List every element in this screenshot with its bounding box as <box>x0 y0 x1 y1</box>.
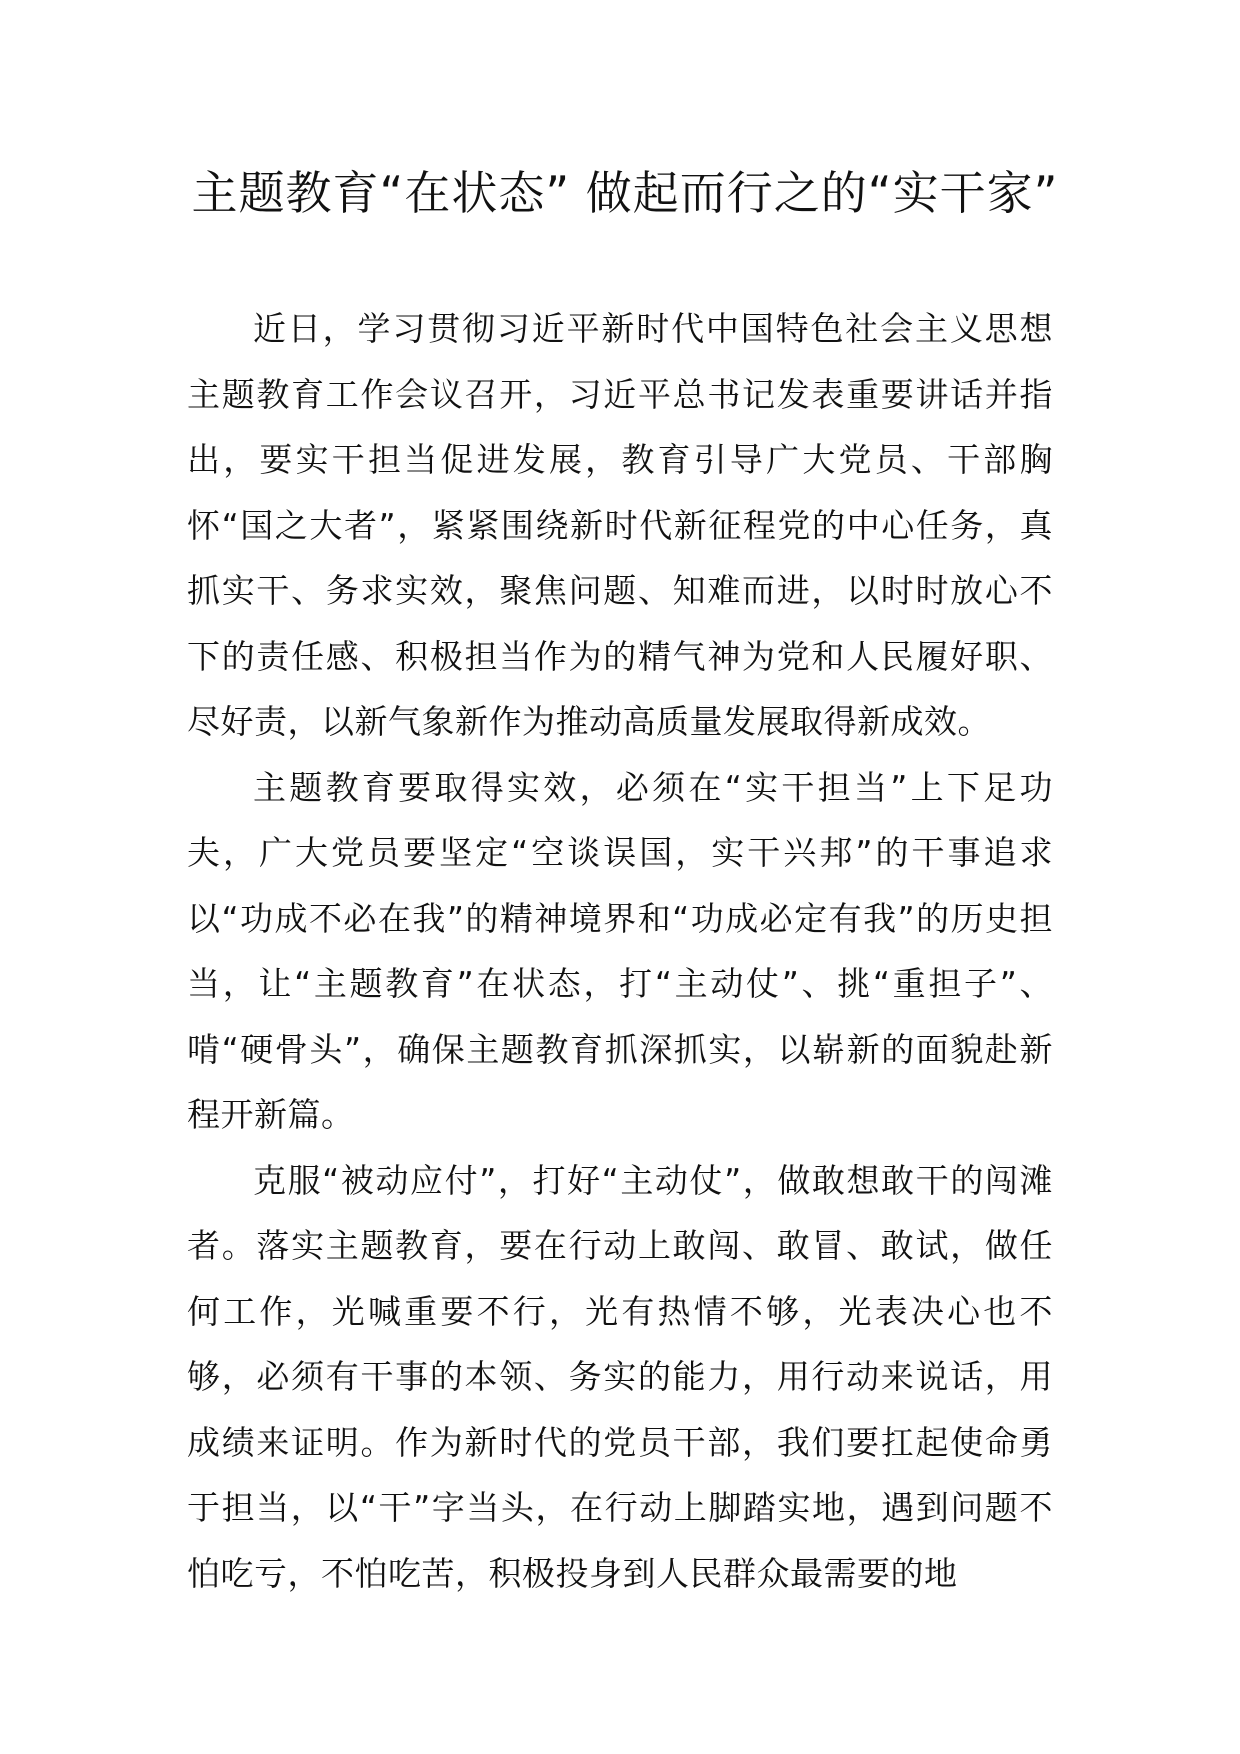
document-body <box>187 296 1053 1606</box>
paragraph-2: 主题教育要取得实效，必须在“实干担当”上下足功夫，广大党员要坚定“空谈误国，实干兴邦”的干事追求以“功成不必在我”的精神境界和“功成必定有我”的历史担当，让“主题教育”在状态，打“主动仗”、挑“重担子”、啃“硬骨头”，确保主题教育抓深抓实，以崭新的面貌赴新程开新篇。 <box>187 767 1053 1134</box>
paragraph-3: 克服“被动应付”，打好“主动仗”，做敢想敢干的闯滩者。落实主题教育，要在行动上敢闯、敢冒、敢试，做任何工作，光喊重要不行，光有热情不够，光表决心也不够，必须有干事的本领、务实的能力，用行动来说话，用成绩来证明。作为新时代的党员干部，我们要扛起使命勇于担当，以“干”字当头，在行动上脚踏实地，遇到问题不怕吃亏，不怕吃苦，积极投身到人民群众最需要的地 <box>187 1160 1053 1593</box>
document-title: 主题教育“在状态” 做起而行之的“实干家” <box>191 166 1059 220</box>
paragraph-1: 近日，学习贯彻习近平新时代中国特色社会主义思想主题教育工作会议召开，习近平总书记发表重要讲话并指出，要实干担当促进发展，教育引导广大党员、干部胸怀“国之大者”，紧紧围绕新时代新征程党的中心任务，真抓实干、务求实效，聚焦问题、知难而进，以时时放心不下的责任感、积极担当作为的精气神为党和人民履好职、尽好责，以新气象新作为推动高质量发展取得新成效。 <box>187 309 1053 741</box>
